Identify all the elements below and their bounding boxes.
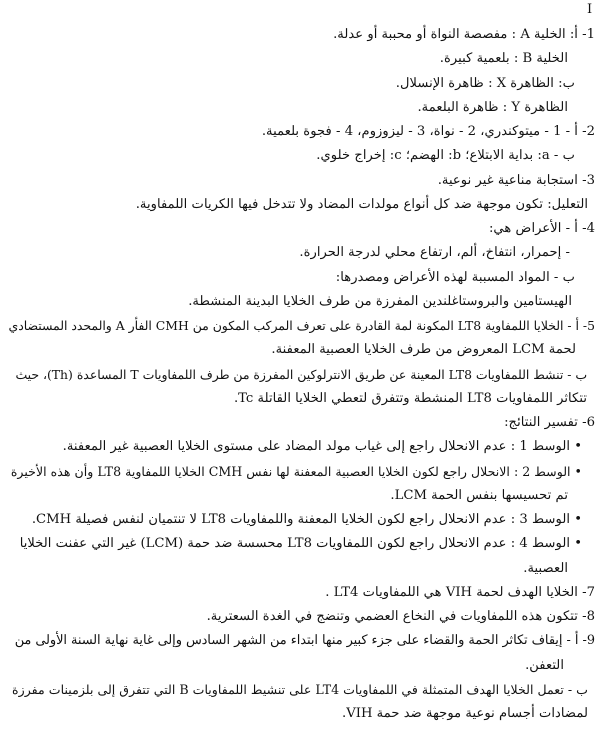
answer-9b-cont: لمضادات أجسام نوعية موجهة ضد حمة VIH.: [342, 706, 588, 721]
answer-4a-cont: - إحمرار، انتفاخ، ألم، ارتفاع محلي لدرجة الحرارة.: [299, 245, 570, 260]
answer-5b: ب - تنشط اللمفاويات LT8 المعينة عن طريق الانترلوكين المفرزة من طرف اللمفاويات T المساعدة (Th)، حيث: [15, 367, 587, 382]
answer-4b-cont: الهيستامين والبروستاغلندين المفرزة من طرف الخلايا البدينة المنشطة.: [188, 294, 572, 309]
answer-9b: ب - تعمل الخلايا الهدف المتمثلة في اللمفاويات LT4 على تنشيط اللمفاويات B التي تتفرق إلى بلزمينات مفرزة: [12, 682, 588, 697]
answer-9a: 9- أ - إيقاف تكاثر الحمة والقضاء على جزء كبير منها ابتداء من الشهر السادس وإلى غاية نهاية السنة الأولى من: [14, 633, 595, 648]
answer-6-medium-1: • الوسط 1 : عدم الانحلال راجع إلى غياب مولد المضاد على مستوى الخلايا العصبية غير المعفنة.: [62, 439, 582, 454]
answer-6: 6- تفسير النتائج:: [504, 415, 595, 430]
answer-1a: 1- أ: الخلية A : مفصصة النواة أو محببة أو عدلة.: [333, 27, 595, 42]
answer-6-medium-4: • الوسط 4 : عدم الانحلال راجع لكون اللمفاويات LT8 محسسة ضد حمة (LCM) غير التي عفنت الخلايا: [19, 536, 582, 551]
section-marker: I: [587, 2, 593, 17]
answer-6-medium-2-cont: تم تحسيسها بنفس الحمة LCM.: [390, 488, 568, 503]
answer-2b: ب - a: بداية الابتلاع؛ b: الهضم؛ c: إخراج خلوي.: [316, 148, 575, 163]
answer-1b-cont: الظاهرة Y : ظاهرة البلعمة.: [417, 100, 568, 115]
answer-5a-cont: لحمة LCM المعروض من طرف الخلايا العصبية المعفنة.: [271, 342, 576, 357]
answer-2a: 2- أ - 1 - ميتوكندري، 2 - نواة، 3 - ليزوزوم، 4 - فجوة بلعمية.: [261, 124, 595, 139]
answer-9a-cont: التعفن.: [525, 658, 564, 673]
answer-6-medium-2: • الوسط 2 : الانحلال راجع لكون الخلايا العصبية المعفنة لها نفس CMH الخلايا اللمفاوية LT8 وأن هذه الأخيرة: [10, 464, 582, 479]
answer-6-medium-3: • الوسط 3 : عدم الانحلال راجع لكون الخلايا المعفنة واللمفاويات LT8 لا تنتميان لنفس فصيلة CMH.: [31, 512, 582, 527]
answer-3-justification: التعليل: تكون موجهة ضد كل أنواع مولدات المضاد ولا تتدخل فيها الكريات اللمفاوية.: [135, 197, 588, 212]
answer-3: 3- استجابة مناعية غير نوعية.: [437, 173, 595, 188]
answer-1b: ب: الظاهرة X : ظاهرة الإنسلال.: [395, 76, 575, 91]
answer-5b-cont: تتكاثر اللمفاويات LT8 المنشطة وتتفرق لتعطي الخلايا القاتلة Tc.: [233, 391, 587, 406]
answer-6-medium-4-cont: العصبية.: [523, 561, 568, 576]
answer-5a: 5- أ - الخلايا اللمفاوية LT8 المكونة لمة القادرة على تعرف المركب المكون من CMH الفأر A والمحدد المستضادي: [8, 318, 595, 333]
answer-8: 8- تتكون هذه اللمفاويات في النخاع العضمي وتنضج في الغدة السعترية.: [206, 609, 595, 624]
answer-4b: ب - المواد المسببة لهذه الأعراض ومصدرها:: [335, 270, 575, 285]
answer-4a: 4- أ - الأعراض هي:: [488, 221, 595, 236]
answer-7: 7- الخلايا الهدف لحمة VIH هي اللمفاويات LT4 .: [325, 585, 595, 600]
answer-1a-cont: الخلية B : بلعمية كبيرة.: [439, 51, 568, 66]
